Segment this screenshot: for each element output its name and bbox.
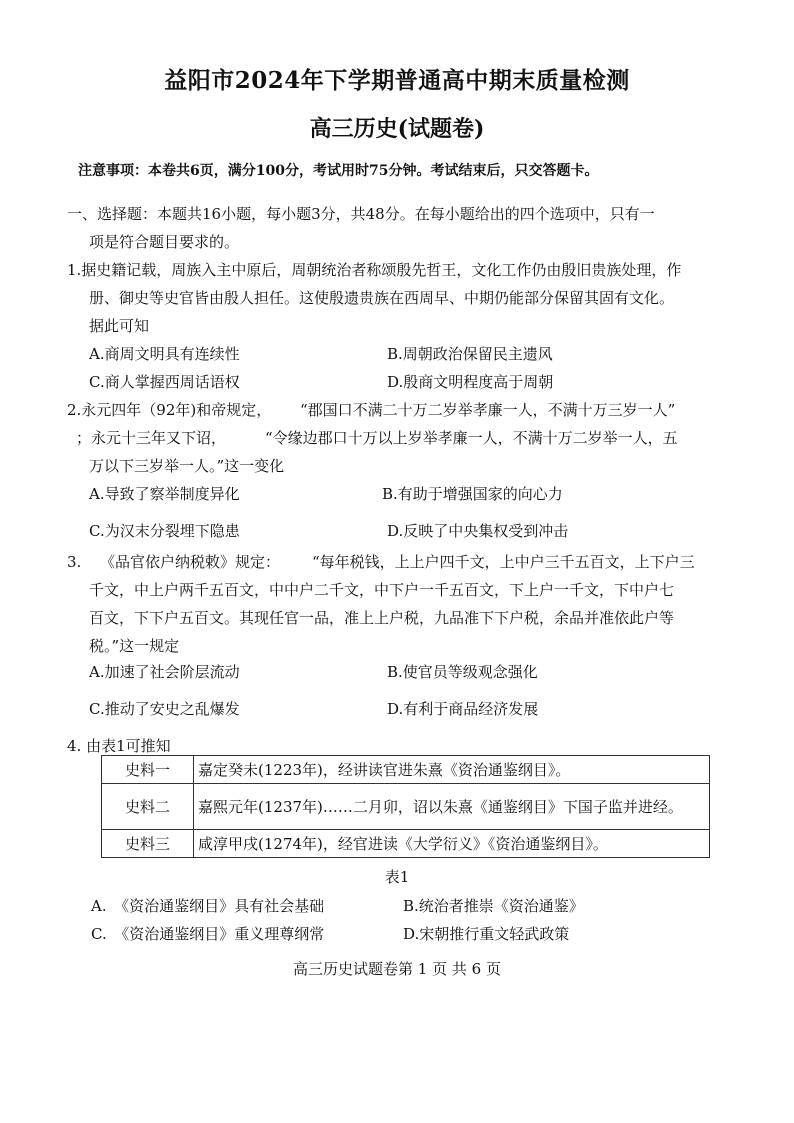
q4-option-a: A. 《资治通鉴纲目》具有社会基础 — [91, 897, 325, 915]
q1-option-b: B.周朝政治保留民主遗风 — [387, 345, 553, 363]
q2-option-d: D.反映了中央集权受到冲击 — [387, 522, 569, 540]
q1-option-c: C.商人掌握西周话语权 — [89, 373, 240, 391]
q3-stem-line2: 千文，中上户两千五百文，中中户二千文，中下户一千五百文，下上户一千文，下中户七 — [89, 581, 675, 599]
q3-stem-line3: 百文，下下户五百文。其现任官一品，准上上户税，九品准下下户税，余品并准依此户等 — [89, 609, 675, 627]
table-row — [102, 756, 710, 784]
table-row-label: 史料一 — [102, 756, 194, 784]
exam-title: 益阳市2024年下学期普通高中期末质量检测 — [164, 67, 630, 94]
q3-option-d: D.有利于商品经济发展 — [387, 700, 539, 718]
q3-option-c: C.推动了安史之乱爆发 — [89, 700, 240, 718]
table-row-label: 史料二 — [102, 784, 194, 830]
q1-stem-line2: 册、御史等史官皆由殷人担任。这使殷遗贵族在西周早、中期仍能部分保留其固有文化。 — [89, 289, 675, 307]
exam-subtitle: 高三历史(试题卷) — [309, 116, 485, 142]
table-row-text: 嘉定癸未(1223年)，经讲读官进朱熹《资治通鉴纲目》。 — [194, 756, 710, 784]
q2-stem-line1-a: 2.永元四年（92年)和帝规定， — [67, 401, 272, 419]
q2-stem-line2-a: ；永元十三年又下诏， — [76, 429, 227, 447]
q3-stem-line4: 税。”这一规定 — [89, 637, 180, 655]
q2-stem-line1-b: “郡国口不满二十万二岁举孝廉一人，不满十万三岁一人” — [300, 401, 676, 419]
q2-stem-line2-b: “令缘边郡口十万以上岁举孝廉一人，不满十万二岁举一人，五 — [265, 429, 678, 447]
q4-option-c: C. 《资治通鉴纲目》重义理尊纲常 — [91, 925, 325, 943]
q3-stem-line1-b: “每年税钱，上上户四千文，上中户三千五百文，上下户三 — [312, 553, 695, 571]
q4-option-d: D.宋朝推行重文轻武政策 — [403, 925, 570, 943]
q1-option-a: A.商周文明具有连续性 — [89, 345, 240, 363]
q3-stem-line1-a: 《品官依户纳税敕》规定： — [100, 553, 281, 571]
section-heading-line2: 项是符合题目要求的。 — [89, 233, 240, 251]
table-row-label: 史料三 — [102, 830, 194, 858]
table-row — [102, 830, 710, 858]
page-footer: 高三历史试题卷第 1 页 共 6 页 — [293, 960, 501, 978]
q1-stem-line3: 据此可知 — [89, 317, 150, 335]
section-heading-line1: 一、选择题：本题共16小题，每小题3分，共48分。在每小题给出的四个选项中，只有一 — [67, 205, 655, 223]
q1-stem-line1: 1.据史籍记载，周族入主中原后，周朝统治者称颂殷先哲王，文化工作仍由殷旧贵族处理，作 — [67, 261, 682, 279]
q2-option-c: C.为汉末分裂埋下隐患 — [89, 522, 240, 540]
q3-option-a: A.加速了社会阶层流动 — [89, 663, 240, 681]
q4-stem: 4. 由表1可推知 — [67, 737, 171, 755]
source-table — [101, 755, 710, 858]
q2-option-b: B.有助于增强国家的向心力 — [382, 485, 563, 503]
table-row-text: 嘉熙元年(1237年)……二月卯，诏以朱熹《通鉴纲目》下国子监并进经。 — [194, 784, 710, 830]
table-row — [102, 784, 710, 830]
q2-option-a: A.导致了察举制度异化 — [89, 485, 240, 503]
table-row-text: 咸淳甲戌(1274年)，经官进读《大学衍义》《资治通鉴纲目》。 — [194, 830, 710, 858]
q4-option-b: B.统治者推崇《资治通鉴》 — [403, 897, 584, 915]
q2-stem-line3: 万以下三岁举一人。”这一变化 — [89, 457, 285, 475]
q3-option-b: B.使官员等级观念强化 — [387, 663, 538, 681]
q3-number: 3. — [67, 553, 82, 571]
q1-option-d: D.殷商文明程度高于周朝 — [387, 373, 554, 391]
table-caption: 表1 — [384, 868, 410, 886]
exam-notice: 注意事项：本卷共6页，满分100分，考试用时75分钟。考试结束后，只交答题卡。 — [78, 163, 599, 179]
